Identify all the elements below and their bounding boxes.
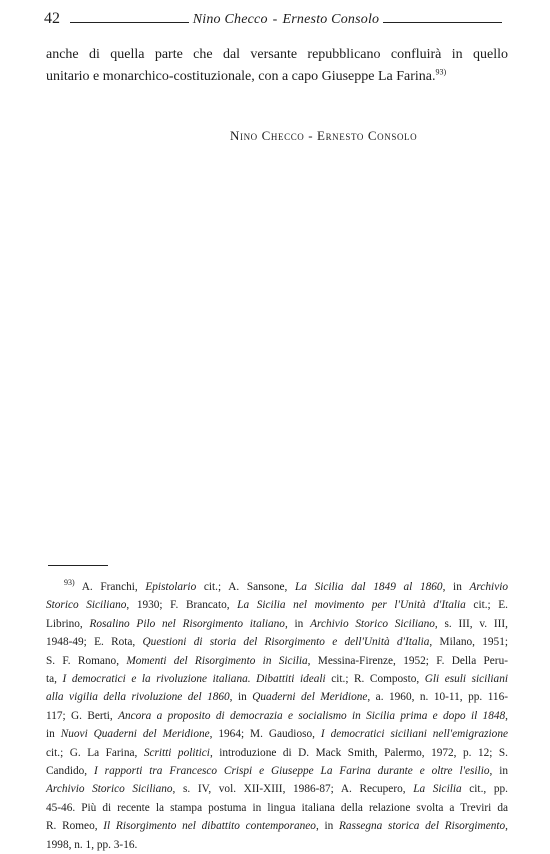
footnote-italic-text: Scritti politici	[143, 746, 210, 759]
footnote-text: , in	[442, 581, 470, 593]
body-paragraph	[46, 44, 508, 88]
footnote-text: , in	[284, 617, 311, 630]
footnote-text: Librino,	[46, 617, 90, 630]
footnote-text: cit., pp.	[461, 783, 508, 796]
footnote-text: , a. 1960, n. 10-11, pp. 116-	[367, 691, 508, 704]
footnote-line	[46, 652, 508, 670]
footnote-italic-text: I democratici e la rivoluzione italiana. Dibattiti ideali	[62, 673, 326, 686]
footnote-text: , introduzione di D. Mack Smith, Palermo, 1972, p. 12; S.	[209, 746, 508, 759]
footnote-line	[46, 725, 508, 743]
footnote-text: Candido,	[46, 765, 95, 778]
footnote-italic-text: Rosalino Pilo nel Risorgimento italiano	[89, 617, 285, 630]
header-rule-right	[383, 22, 502, 23]
footnote-number: 93)	[64, 578, 75, 588]
footnote-text: 45-46. Più di recente la stampa postuma in lingua italiana della relazione svolta a Treviri da	[46, 801, 508, 814]
footnote-text: 117; G. Berti,	[46, 709, 119, 722]
header-rule-left	[70, 22, 189, 23]
footnote-text: , s. IV, vol. XII-XIII, 1986-87; A. Recupero,	[172, 783, 414, 796]
footnote-italic-text: Archivio	[469, 581, 508, 593]
footnote-text: cit.; G. La Farina,	[46, 746, 144, 759]
footnote-text: , 1964; M. Gaudioso,	[209, 728, 321, 741]
footnote-line	[46, 633, 508, 651]
footnote-text: , 1930; F. Brancato,	[126, 599, 238, 612]
footnote-italic-text: Archivio Storico Siciliano	[310, 617, 435, 630]
footnote-text: A. Franchi,	[81, 581, 146, 593]
footnote-text: , Milano, 1951;	[429, 636, 508, 649]
footnote-line	[46, 670, 508, 688]
footnote-italic-text: La Sicilia nel movimento per l'Unità d'Italia	[237, 599, 466, 612]
footnote-italic-text: Quaderni del Meridione	[252, 691, 368, 704]
footnote-text: cit.; R. Composto,	[325, 673, 425, 686]
footnote-line	[46, 688, 508, 706]
footnote-line	[46, 707, 508, 725]
footnote-italic-text: La Sicilia	[413, 783, 462, 796]
author-signature: Nino Checco - Ernesto Consolo	[230, 128, 418, 143]
page-number: 42	[44, 10, 60, 27]
footnote-italic-text: I rapporti tra Francesco Crispi e Giuseppe La Farina durante e oltre l'esilio	[94, 765, 490, 778]
footnote-separator-rule	[48, 565, 108, 566]
footnote-italic-text: Gli esuli siciliani	[424, 673, 508, 686]
footnote-text: , s. III, v. III,	[434, 617, 508, 630]
footnote-line	[46, 578, 508, 596]
footnote-text: in	[46, 728, 61, 741]
footnote-text: cit.; E.	[465, 599, 509, 612]
footnote-text: , in	[489, 765, 508, 778]
footnote-italic-text: Rassegna storica del Risorgimento	[339, 820, 506, 833]
running-author-b: Ernesto Consolo	[282, 12, 380, 27]
footnote-text: , in	[315, 820, 340, 833]
footnote-line	[46, 744, 508, 762]
footnote-italic-text: Storico Siciliano	[46, 599, 127, 612]
running-author-a: Nino Checco	[192, 12, 268, 27]
footnote-italic-text: Nuovi Quaderni del Meridione	[60, 728, 210, 741]
body-line-2-text: unitario e monarchico-costituzionale, con a capo Giuseppe La Farina.	[46, 69, 436, 84]
footnote-italic-text: La Sicilia dal 1849 al 1860	[295, 581, 443, 593]
footnote-line	[46, 836, 508, 854]
running-title	[193, 12, 380, 28]
footnote-italic-text: Questioni di storia del Risorgimento e dell'Unità d'Italia	[142, 636, 430, 649]
footnote-text: , in	[229, 691, 253, 704]
footnote-text: 1998, n. 1, pp. 3-16.	[46, 838, 138, 851]
footnote-block	[46, 578, 508, 854]
footnote-line	[46, 780, 508, 798]
footnote-line	[46, 799, 508, 817]
running-separator: -	[272, 12, 278, 27]
footnote-text: , Messina-Firenze, 1952; F. Della Peru-	[307, 654, 508, 667]
footnote-italic-text: Il Risorgimento nel dibattito contemporaneo	[103, 820, 316, 833]
footnote-text: R. Romeo,	[46, 820, 104, 833]
footnote-italic-text: Momenti del Risorgimento in Sicilia	[126, 654, 308, 667]
footnote-line	[46, 817, 508, 835]
footnote-text: S. F. Romano,	[46, 654, 127, 667]
footnote-text: ,	[505, 820, 508, 833]
running-header	[44, 10, 506, 28]
footnote-italic-text: alla vigilia della rivoluzione del 1860	[46, 691, 230, 704]
footnote-line	[46, 615, 508, 633]
footnote-text: cit.; A. Sansone,	[196, 581, 295, 593]
footnote-italic-text: I democratici siciliani nell'emigrazione	[320, 728, 508, 741]
footnote-text: ,	[505, 709, 508, 722]
footnote-text: ta,	[46, 673, 63, 686]
body-line-2	[46, 66, 508, 88]
footnote-reference: 93)	[435, 67, 447, 77]
footnote-italic-text: Epistolario	[145, 581, 197, 593]
footnote-line	[46, 762, 508, 780]
footnote-italic-text: Ancora a proposito di democrazia e socialismo in Sicilia prima e dopo il 1848	[118, 709, 506, 722]
footnote-italic-text: Archivio Storico Siciliano	[46, 783, 173, 796]
body-line-1: anche di quella parte che dal versante repubblicano confluirà in quello	[46, 47, 508, 62]
footnote-text: 1948-49; E. Rota,	[46, 636, 143, 649]
footnote-line	[46, 596, 508, 614]
